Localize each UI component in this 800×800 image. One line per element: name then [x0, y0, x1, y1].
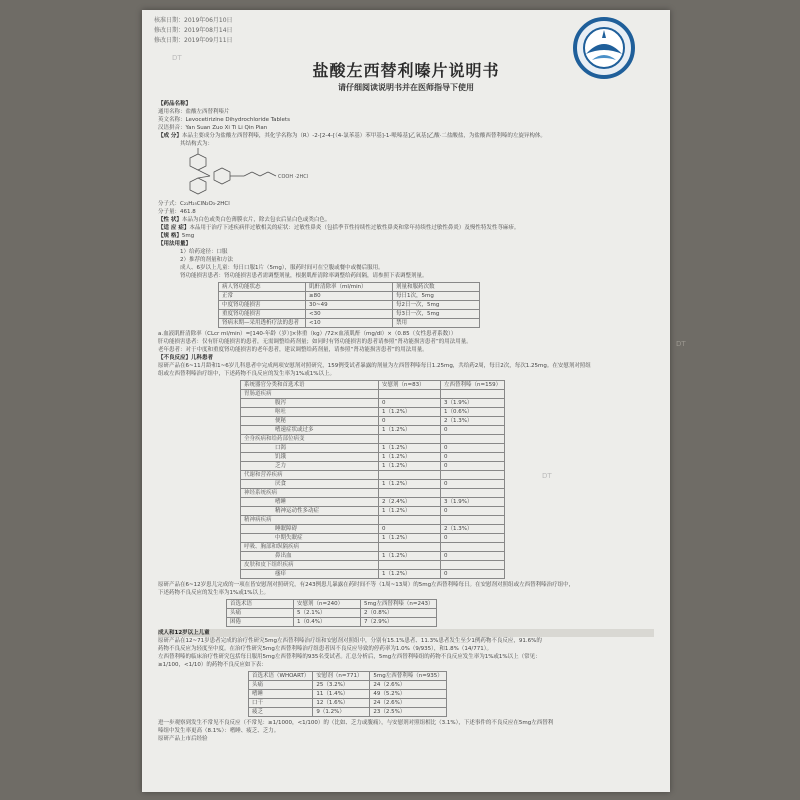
table-cell: 疲乏 — [249, 708, 313, 717]
table-header: 首选术语（WHOART） — [249, 672, 313, 681]
table-row — [219, 319, 480, 328]
table-row — [241, 552, 505, 561]
table-header: 左西替利嗪（n=159） — [441, 381, 505, 390]
date-line: 核准日期：2019年06月10日 — [154, 17, 233, 24]
dosage-line: 2）推荐的剂量和方法 — [180, 257, 233, 263]
table-cell — [379, 489, 441, 498]
table-cell: 0 — [441, 552, 505, 561]
table-cell: 3（1.9%） — [441, 498, 505, 507]
table-row — [241, 525, 505, 534]
table-cell — [379, 543, 441, 552]
table-cell: 30~49 — [306, 301, 393, 310]
table-cell: 每3日一次，5mg — [393, 310, 480, 319]
table-row — [249, 690, 447, 699]
table-cell: 精神病疾病 — [241, 516, 379, 525]
table-header: 5mg左西替利嗪（n=935） — [370, 672, 446, 681]
table-cell: 精神运动性多动症 — [241, 507, 379, 516]
table-cell: 0 — [441, 426, 505, 435]
footer-line: 嗪组中发生率更高（8.1%）：嗜睡、疲乏、乏力。 — [158, 728, 280, 734]
table-cell: 0 — [379, 525, 441, 534]
chemical-structure-icon — [158, 148, 338, 200]
table-row — [249, 681, 447, 690]
table-cell: ≥80 — [306, 292, 393, 301]
table-cell: 0 — [441, 453, 505, 462]
table-header: 病人肾功能状态 — [219, 283, 306, 292]
table-cell: 头痛 — [249, 681, 313, 690]
adult-line: ≥1/100，<1/10）的药物不良反应如下表： — [158, 662, 267, 668]
table-cell — [379, 471, 441, 480]
dosage-line: 肾功能损害患者：肾功能损害患者需调整剂量，根据肌酐清除率调整给药间隔，请参照下表调整剂量。 — [180, 273, 428, 279]
watermark: DT — [676, 340, 686, 348]
table-cell: 1（1.2%） — [379, 453, 441, 462]
dosage-line: 1）给药途径：口服 — [180, 249, 228, 255]
table-cell: 睡眠障碍 — [241, 525, 379, 534]
specification-text: 5mg — [181, 233, 195, 239]
table-header: 剂量和服药次数 — [393, 283, 480, 292]
section-specification: 【规 格】 — [158, 233, 182, 239]
adult-adverse-table — [248, 671, 447, 717]
table-cell — [379, 516, 441, 525]
table-row — [241, 480, 505, 489]
table-cell: 困倦 — [227, 618, 294, 627]
table-cell: 1（0.4%） — [294, 618, 361, 627]
table-cell: 0 — [441, 480, 505, 489]
table-cell: 便秘 — [241, 417, 379, 426]
table-row — [241, 534, 505, 543]
table-row — [241, 426, 505, 435]
table-cell: 7（2.9%） — [361, 618, 437, 627]
table-cell: 24（2.6%） — [370, 699, 446, 708]
table-cell: 0 — [441, 570, 505, 579]
table-cell: 0 — [379, 417, 441, 426]
table-cell: 全身疾病和给药部位病变 — [241, 435, 379, 444]
table-category-row — [241, 390, 505, 399]
pediatric-adverse-table — [240, 380, 505, 579]
table-cell: 1（1.2%） — [379, 552, 441, 561]
structure-label: 其结构式为： — [180, 141, 214, 147]
table-cell: 每日1次，5mg — [393, 292, 480, 301]
table-category-row — [241, 561, 505, 570]
table-cell — [441, 543, 505, 552]
table-cell: 9（1.2%） — [313, 708, 370, 717]
section-drug-name: 【药品名称】 — [158, 101, 192, 107]
table-cell — [379, 435, 441, 444]
table-cell: 2（0.8%） — [361, 609, 437, 618]
table-cell: 25（3.2%） — [313, 681, 370, 690]
table-cell: 0 — [441, 507, 505, 516]
child-adverse-table — [226, 599, 437, 627]
table-cell: 5（2.1%） — [294, 609, 361, 618]
properties-text: 本品为白色或类白色薄膜衣片，除去包衣后显白色或类白色。 — [181, 217, 331, 223]
child-note: 下述药物不良反应的发生率为1%或1%以上。 — [158, 590, 269, 596]
table-category-row — [241, 489, 505, 498]
table-category-row — [241, 435, 505, 444]
table-cell: 23（2.5%） — [370, 708, 446, 717]
instruction-sheet — [142, 10, 670, 792]
table-cell — [441, 516, 505, 525]
table-cell: 2（1.3%） — [441, 525, 505, 534]
table-cell: 1（1.2%） — [379, 408, 441, 417]
formula-note: 肝功能损害患者：仅有肝功能损害的患者，无需调整给药剂量；如同时有肾功能损害的患者请参照“肾功能损害患者”的用法用量。 — [158, 339, 472, 345]
indications-text: 本品用于治疗下述疾病伴过敏相关的症状：过敏性鼻炎（包括季节性持续性过敏性鼻炎和常年持续性过敏性鼻炎）及慢性特发性荨麻疹。 — [189, 225, 520, 231]
table-cell: 腹泻 — [241, 399, 379, 408]
section-indications: 【适 应 症】 — [158, 225, 190, 231]
table-cell: 1（1.2%） — [379, 507, 441, 516]
table-header: 安慰剂（n=240） — [294, 600, 361, 609]
table-row — [241, 453, 505, 462]
table-cell: 瘙痒 — [241, 570, 379, 579]
table-cell: 饥饿 — [241, 453, 379, 462]
table-cell: 1（1.2%） — [379, 480, 441, 489]
table-cell: 1（1.2%） — [379, 534, 441, 543]
table-cell: 正常 — [219, 292, 306, 301]
table-cell: 禁用 — [393, 319, 480, 328]
table-cell: 0 — [379, 399, 441, 408]
table-cell: <30 — [306, 310, 393, 319]
table-cell: 2（2.4%） — [379, 498, 441, 507]
document-title: 盐酸左西替利嗪片说明书 — [312, 61, 500, 80]
table-cell — [441, 390, 505, 399]
adult-subheading: 成人和12岁以上儿童 — [158, 629, 654, 637]
table-row — [241, 417, 505, 426]
table-row — [219, 310, 480, 319]
formula-note: 老年患者：对于中度和重度肾功能损害的老年患者，建议调整给药剂量，请参照“肾功能损害患者”的用法用量。 — [158, 347, 428, 353]
table-cell: 中度肾功能损害 — [219, 301, 306, 310]
table-cell: 中期失眠症 — [241, 534, 379, 543]
table-header: 5mg左西替利嗪（n=243） — [361, 600, 437, 609]
table-cell — [441, 561, 505, 570]
adult-line: 药物不良反应为轻度至中度。在治疗性研究5mg左西替利嗪治疗组患者因不良反应导致的停药率为1.0%（9/935），和1.8%（14/771）。 — [158, 646, 492, 652]
english-name: 英文名称：Levocetirizine Dihydrochloride Tablets — [158, 117, 290, 123]
table-cell: 代谢和营养疾病 — [241, 471, 379, 480]
table-cell: 重度肾功能损害 — [219, 310, 306, 319]
section-properties: 【性 状】 — [158, 217, 182, 223]
table-cell: 2（1.3%） — [441, 417, 505, 426]
table-category-row — [241, 516, 505, 525]
section-dosage: 【用法用量】 — [158, 241, 192, 247]
approval-dates — [154, 16, 233, 46]
date-line: 修改日期：2019年09月11日 — [154, 37, 233, 44]
table-cell: 11（1.4%） — [313, 690, 370, 699]
table-cell: 呕吐 — [241, 408, 379, 417]
table-cell: 皮肤和皮下组织疾病 — [241, 561, 379, 570]
footer-line: 进一步观察到发生不常见不良反应（不常见：≥1/1000，<1/100）的（比如、乏力或腹痛），与安慰剂对照组相比（3.1%），下述事件的不良反应在5mg左西替利 — [158, 720, 554, 726]
pediatric-subheading: 儿科患者 — [191, 355, 214, 361]
table-cell: 嗜睡 — [241, 498, 379, 507]
table-row — [227, 618, 437, 627]
table-cell: 12（1.6%） — [313, 699, 370, 708]
table-row — [227, 609, 437, 618]
table-cell: 24（2.6%） — [370, 681, 446, 690]
table-header: 安慰剂（n=83） — [379, 381, 441, 390]
table-cell — [441, 435, 505, 444]
table-cell: 乏力 — [241, 462, 379, 471]
table-header: 肌酐清除率（ml/min） — [306, 283, 393, 292]
table-row — [241, 462, 505, 471]
table-category-row — [241, 543, 505, 552]
table-cell: 鼻出血 — [241, 552, 379, 561]
svg-text:COOH ·2HCl: COOH ·2HCl — [278, 174, 309, 180]
table-cell: 1（1.2%） — [379, 570, 441, 579]
table-cell: 厌食 — [241, 480, 379, 489]
table-header: 系统器官分类和首选术语 — [241, 381, 379, 390]
table-cell: 3（1.9%） — [441, 399, 505, 408]
table-cell: 口渴 — [241, 444, 379, 453]
adult-line: 左西替利嗪的临床治疗性研究包括每日服用5mg左西替利嗪的935名受试者。汇总分析后，5mg左西替利嗪组的药物不良反应发生率为1%或1%以上（常见： — [158, 654, 541, 660]
table-header: 安慰剂（n=771） — [313, 672, 370, 681]
table-row — [219, 301, 480, 310]
structure-diagram — [158, 148, 654, 200]
table-cell: 神经系统疾病 — [241, 489, 379, 498]
molecular-formula: 分子式：C₂₁H₂₅ClN₂O₃·2HCl — [158, 201, 230, 207]
table-cell: 1（1.2%） — [379, 426, 441, 435]
formula-note: a.血液肌酐清除率（CLcr ml/min）=[140-年龄（岁）]×体重（kg）/72×血液肌酐（mg/dl）×（0.85（女性患者系数）） — [158, 331, 457, 337]
composition-text: 本品主要成分为盐酸左西替利嗪，其化学名称为（R）-2-[2-4-[（4-氯苯基）苯甲基]-1-哌嗪基]乙氧基]乙酸·二盐酸盐，为盐酸西替利嗪的左旋异构体。 — [181, 133, 546, 139]
footer-line: 原研产品上市后经验 — [158, 736, 208, 742]
table-cell: 0 — [441, 462, 505, 471]
table-cell: 1（1.2%） — [379, 462, 441, 471]
table-row — [241, 399, 505, 408]
table-cell — [441, 489, 505, 498]
table-cell: 0 — [441, 534, 505, 543]
dosage-line: 成人、6岁以上儿童：每日口服1片（5mg），服药时间可在空腹或餐中或餐后服用。 — [180, 265, 384, 271]
table-row — [241, 444, 505, 453]
table-cell: <10 — [306, 319, 393, 328]
table-cell: 1（1.2%） — [379, 444, 441, 453]
generic-name: 通用名称：盐酸左西替利嗪片 — [158, 109, 230, 115]
watermark: DT — [172, 54, 182, 62]
table-cell: 肾病末期—采用透析疗法的患者 — [219, 319, 306, 328]
table-cell: 头痛 — [227, 609, 294, 618]
table-cell: 每2日一次，5mg — [393, 301, 480, 310]
table-cell: 口干 — [249, 699, 313, 708]
table-row — [241, 507, 505, 516]
adverse-intro: 原研产品在6~11月龄和1~6岁儿科患者中完成两项安慰剂对照研究，159例受试者暴露的剂量为左西替利嗪每日1.25mg，共给药2周，每日2次，每次1.25mg。在安慰剂对照组 — [158, 363, 591, 369]
table-cell — [379, 390, 441, 399]
table-row — [241, 498, 505, 507]
table-cell: 呼吸、胸部和纵隔疾病 — [241, 543, 379, 552]
document-subtitle: 请仔细阅读说明书并在医师指导下使用 — [338, 83, 474, 92]
table-row — [241, 570, 505, 579]
table-cell — [441, 471, 505, 480]
table-category-row — [241, 471, 505, 480]
watermark: DT — [542, 472, 552, 480]
date-line: 修改日期：2019年08月14日 — [154, 27, 233, 34]
table-cell: 0 — [441, 444, 505, 453]
section-composition: 【成 分】 — [158, 133, 182, 139]
table-cell: 胃肠道疾病 — [241, 390, 379, 399]
molecular-weight: 分子量：461.8 — [158, 209, 196, 215]
table-header: 首选术语 — [227, 600, 294, 609]
table-cell: 嗜睡 — [249, 690, 313, 699]
renal-dosage-table — [218, 282, 480, 328]
table-cell: 嗜速症状或过多 — [241, 426, 379, 435]
adult-line: 原研产品在12~71岁患者完成的治疗性研究5mg左西替利嗪治疗组和安慰剂对照组中，分别有15.1%患者、11.3%患者发生至少1例药物不良反应，91.6%的 — [158, 638, 542, 644]
table-row — [249, 699, 447, 708]
document-body — [158, 100, 654, 743]
table-row — [219, 292, 480, 301]
section-adverse-reactions: 【不良反应】 — [158, 355, 192, 361]
table-cell — [379, 561, 441, 570]
table-row — [249, 708, 447, 717]
table-cell: 1（0.6%） — [441, 408, 505, 417]
pinyin-name: 汉语拼音：Yan Suan Zuo Xi Ti Li Qin Pian — [158, 125, 268, 131]
child-note: 原研产品在6~12岁患儿完成的一项在皆安慰剂对照研究，有243例患儿暴露在药时间不等（1周~13周）的5mg左西替利嗪每日。在安慰剂对照组或左西替利嗪治疗组中， — [158, 582, 575, 588]
table-cell: 49（5.2%） — [370, 690, 446, 699]
adverse-intro: 组或左西替利嗪治疗组中，下述药物不良反应的发生率为1%或1%以上。 — [158, 371, 335, 377]
table-row — [241, 408, 505, 417]
